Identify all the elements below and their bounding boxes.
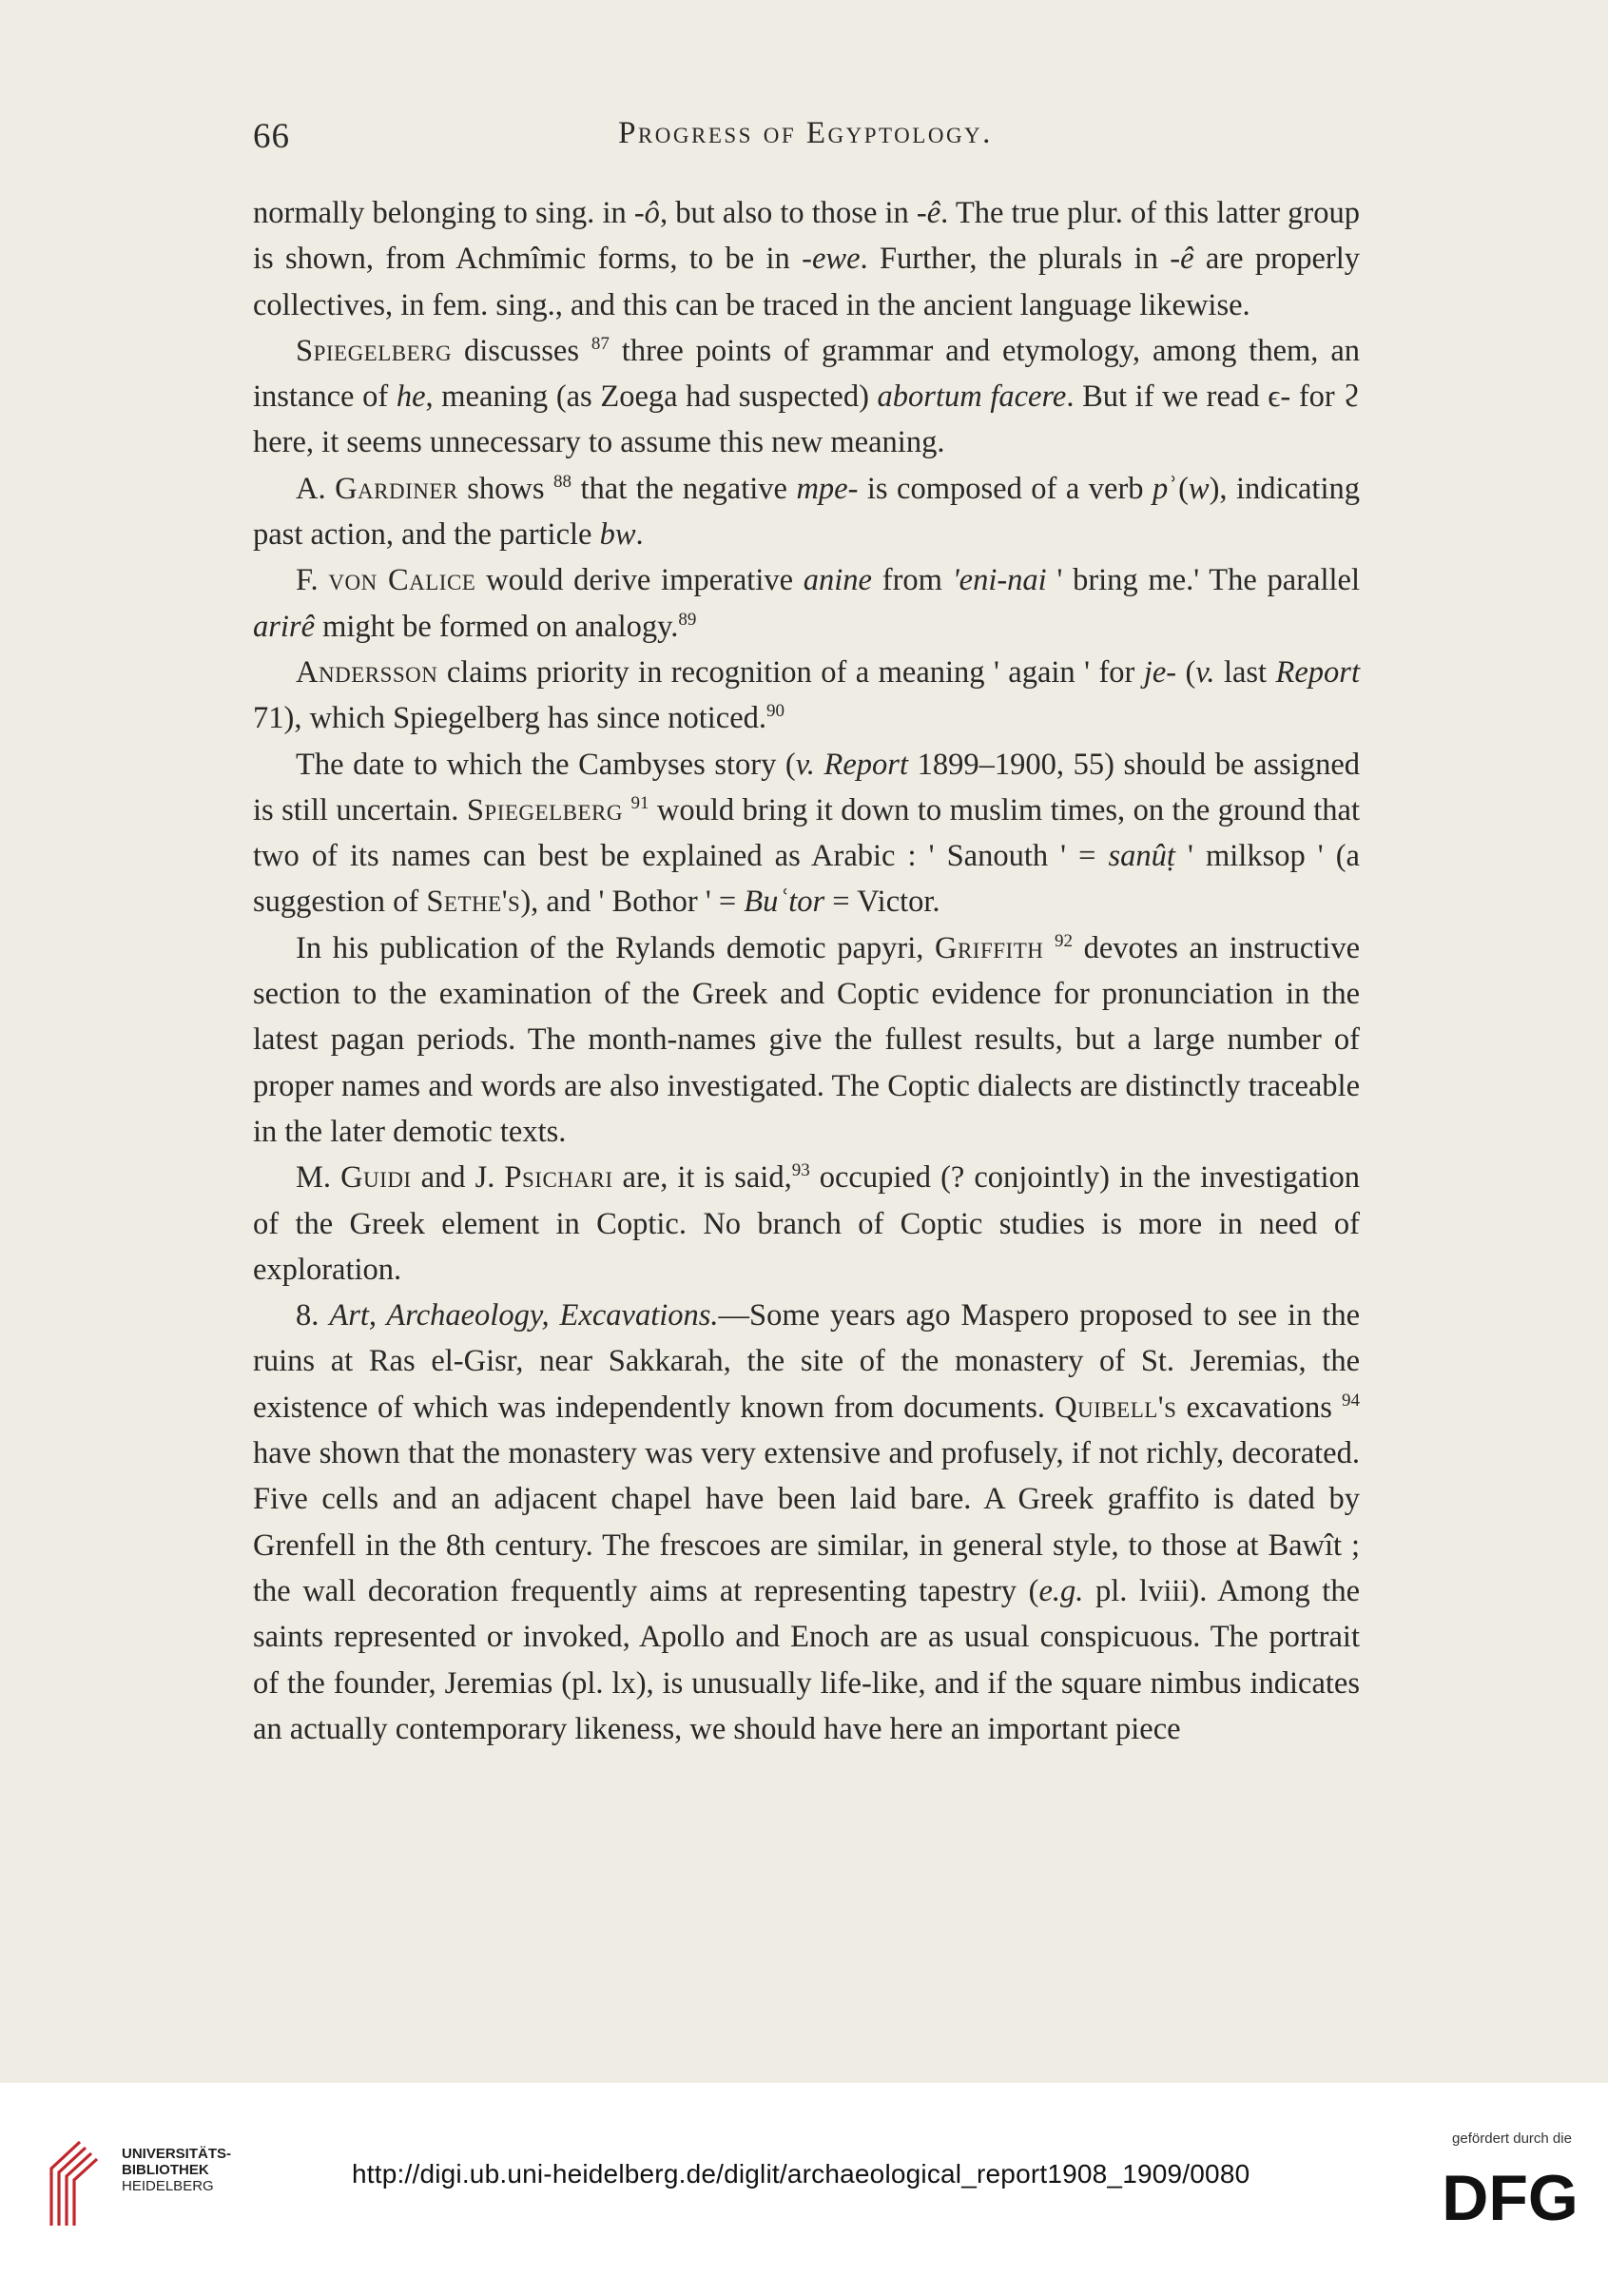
- author-name: Quibell's: [1055, 1390, 1177, 1425]
- italic-text: anine: [803, 563, 872, 598]
- permalink-url[interactable]: http://digi.ub.uni-heidelberg.de/diglit/archaeological_report1908_1909/0080: [352, 2159, 1250, 2189]
- italic-text: arirê: [253, 609, 315, 644]
- text-run: that the negative: [572, 471, 797, 506]
- paragraph: [253, 557, 1360, 650]
- italic-text: Art, Archaeology, Excavations.: [329, 1298, 719, 1333]
- paragraph: [253, 466, 1360, 558]
- paragraph: [253, 328, 1360, 466]
- text-run: .: [635, 517, 644, 553]
- text-run: , but also to those in: [659, 196, 917, 230]
- text-run: would bring it down to muslim times, on the ground that two of its names can best be explained as Arabic : ' Sanouth ' =: [253, 792, 1360, 874]
- italic-text: he: [396, 379, 426, 415]
- text-run: 8.: [296, 1298, 330, 1333]
- footnote-ref: 90: [766, 701, 785, 722]
- library-name-line-1: UNIVERSITÄTS-: [122, 2146, 232, 2162]
- footnote-ref: 87: [591, 334, 610, 355]
- dfg-logo-icon: [1434, 2157, 1586, 2233]
- text-run: 71), which Spiegelberg has since noticed.: [253, 701, 767, 736]
- text-run: might be formed on analogy.: [315, 609, 679, 644]
- paragraph: [253, 742, 1360, 925]
- text-run: from: [872, 563, 953, 598]
- italic-text: e.g.: [1038, 1573, 1084, 1608]
- funded-by-label: gefördert durch die: [1452, 2131, 1572, 2147]
- text-run: . But if we read ϵ- for ϩ here, it seems unnecessary to assume this new meaning.: [253, 379, 1360, 460]
- author-name: Spiegelberg: [296, 333, 453, 368]
- text-run: occupied (? conjointly) in the investigation of the Greek element in Coptic. No branch of Coptic studies is more in need of exploration.: [253, 1160, 1360, 1287]
- text-run: —Some years ago Maspero proposed to see in the ruins at Ras el-Gisr, near Sakkarah, the site of the monastery of St. Jeremias, the existence of which was independently known from documents.: [253, 1298, 1360, 1425]
- italic-text: -ê: [916, 196, 941, 230]
- text-run: claims priority in recognition of a meaning ' again ' for: [437, 654, 1144, 690]
- text-run: have shown that the monastery was very extensive and profusely, if not richly, decorated. Five cells and an adjacent chapel have been laid bare. A Greek graffito is dated by Grenfell in the 8th century. The frescoes are similar, in general style, to those at Bawît ; the wall decoration frequently aims at representing tapestry (: [253, 1436, 1360, 1608]
- running-head: [249, 116, 1362, 164]
- library-name: [122, 2146, 231, 2194]
- italic-text: v. Report: [795, 747, 908, 782]
- footnote-ref: 89: [678, 609, 697, 630]
- text-run: last: [1214, 654, 1276, 690]
- author-name: von Calice: [328, 563, 476, 598]
- author-name: Sethe's: [426, 885, 521, 920]
- text-run: [1043, 931, 1055, 965]
- paragraph: [253, 650, 1360, 742]
- text-run: A.: [296, 471, 336, 506]
- text-run: (: [1176, 654, 1196, 690]
- text-run: would derive imperative: [475, 563, 804, 598]
- author-name: Gardiner: [335, 471, 458, 506]
- text-run: . The true plur. of this latter group is shown, from Achmîmic forms, to be in: [253, 196, 1361, 277]
- dfg-logo-text: DFG: [1442, 2162, 1579, 2233]
- text-run: F.: [296, 563, 329, 598]
- text-run: ʾ(: [1168, 471, 1189, 506]
- footnote-ref: 94: [1342, 1390, 1360, 1411]
- paragraph: [253, 190, 1360, 328]
- library-name-line-3: HEIDELBERG: [122, 2178, 214, 2194]
- text-run: three points of grammar and etymology, among them, an instance of: [253, 333, 1360, 415]
- italic-text: Report: [1275, 654, 1360, 690]
- text-run: ), and ' Bothor ' =: [520, 885, 745, 920]
- text-run: devotes an instructive section to the examination of the Greek and Coptic evidence for pronunciation in the latest pagan periods. The month-names give the fullest results, but a large number of proper names and words are also investigated. The Coptic dialects are distinctly traceable in the later demotic texts.: [253, 930, 1360, 1149]
- text-run: M.: [296, 1160, 341, 1196]
- footnote-ref: 88: [553, 471, 572, 492]
- italic-text: -ewe: [802, 242, 861, 277]
- author-name: Andersson: [296, 654, 438, 690]
- italic-text: -ô: [633, 196, 660, 230]
- text-run: ), indicating past action, and the particle: [253, 471, 1360, 553]
- university-library-logo-icon: [42, 2131, 110, 2235]
- author-name: Psichari: [504, 1160, 613, 1196]
- author-name: Spiegelberg: [466, 792, 623, 827]
- footnote-ref: 92: [1055, 930, 1073, 951]
- italic-text: Buʿtor: [744, 885, 825, 920]
- text-run: discusses: [452, 333, 591, 368]
- paragraph: [253, 925, 1360, 1155]
- text-run: ' milksop ' (a suggestion of: [253, 839, 1360, 920]
- text-run: pl. lviii). Among the saints represented or invoked, Apollo and Enoch are as usual conspicuous. The portrait of the founder, Jeremias (pl. lx), is unusually life-like, and if the square nimbus indicates an actually contemporary likeness, we should have here an important piece: [253, 1573, 1360, 1746]
- text-run: and J.: [411, 1160, 505, 1196]
- italic-text: v.: [1195, 654, 1215, 690]
- text-run: 1899–1900, 55) should be assigned is still uncertain.: [253, 747, 1360, 827]
- text-run: The date to which the Cambyses story (: [296, 747, 796, 782]
- text-run: is composed of a verb: [858, 471, 1153, 506]
- author-name: Griffith: [935, 930, 1044, 965]
- author-name: Guidi: [340, 1160, 412, 1196]
- italic-text: sanûṭ: [1108, 839, 1175, 874]
- text-run: are, it is said,: [612, 1160, 792, 1196]
- footnote-ref: 91: [630, 793, 649, 814]
- text-run: In his publication of the Rylands demotic papyri,: [296, 930, 935, 965]
- italic-text: p: [1153, 471, 1169, 506]
- running-title: Progress of Egyptology.: [618, 116, 993, 150]
- footnote-ref: 93: [791, 1160, 810, 1181]
- text-run: shows: [457, 471, 554, 506]
- text-run: = Victor.: [824, 885, 940, 920]
- italic-text: w: [1188, 471, 1210, 506]
- paragraph: [253, 1155, 1360, 1293]
- text-run: normally belonging to sing. in: [253, 196, 634, 230]
- paragraph: [253, 1293, 1360, 1752]
- body-text: [253, 190, 1360, 1752]
- italic-text: 'eni-nai: [952, 563, 1047, 598]
- digitization-footer: [0, 2083, 1608, 2296]
- page-number: 66: [253, 117, 290, 156]
- italic-text: mpe-: [796, 471, 859, 506]
- italic-text: -ê: [1170, 242, 1194, 277]
- library-name-line-2: BIBLIOTHEK: [122, 2162, 209, 2178]
- italic-text: bw: [599, 517, 636, 553]
- text-run: are properly collectives, in fem. sing., and this can be traced in the ancient language likewise.: [253, 242, 1360, 322]
- text-run: , meaning (as Zoega had suspected): [425, 379, 878, 415]
- italic-text: abortum facere: [877, 379, 1067, 415]
- text-run: excavations: [1176, 1390, 1342, 1425]
- text-run: . Further, the plurals in: [860, 242, 1171, 277]
- text-run: ' bring me.' The parallel: [1046, 563, 1360, 598]
- italic-text: je-: [1143, 654, 1177, 690]
